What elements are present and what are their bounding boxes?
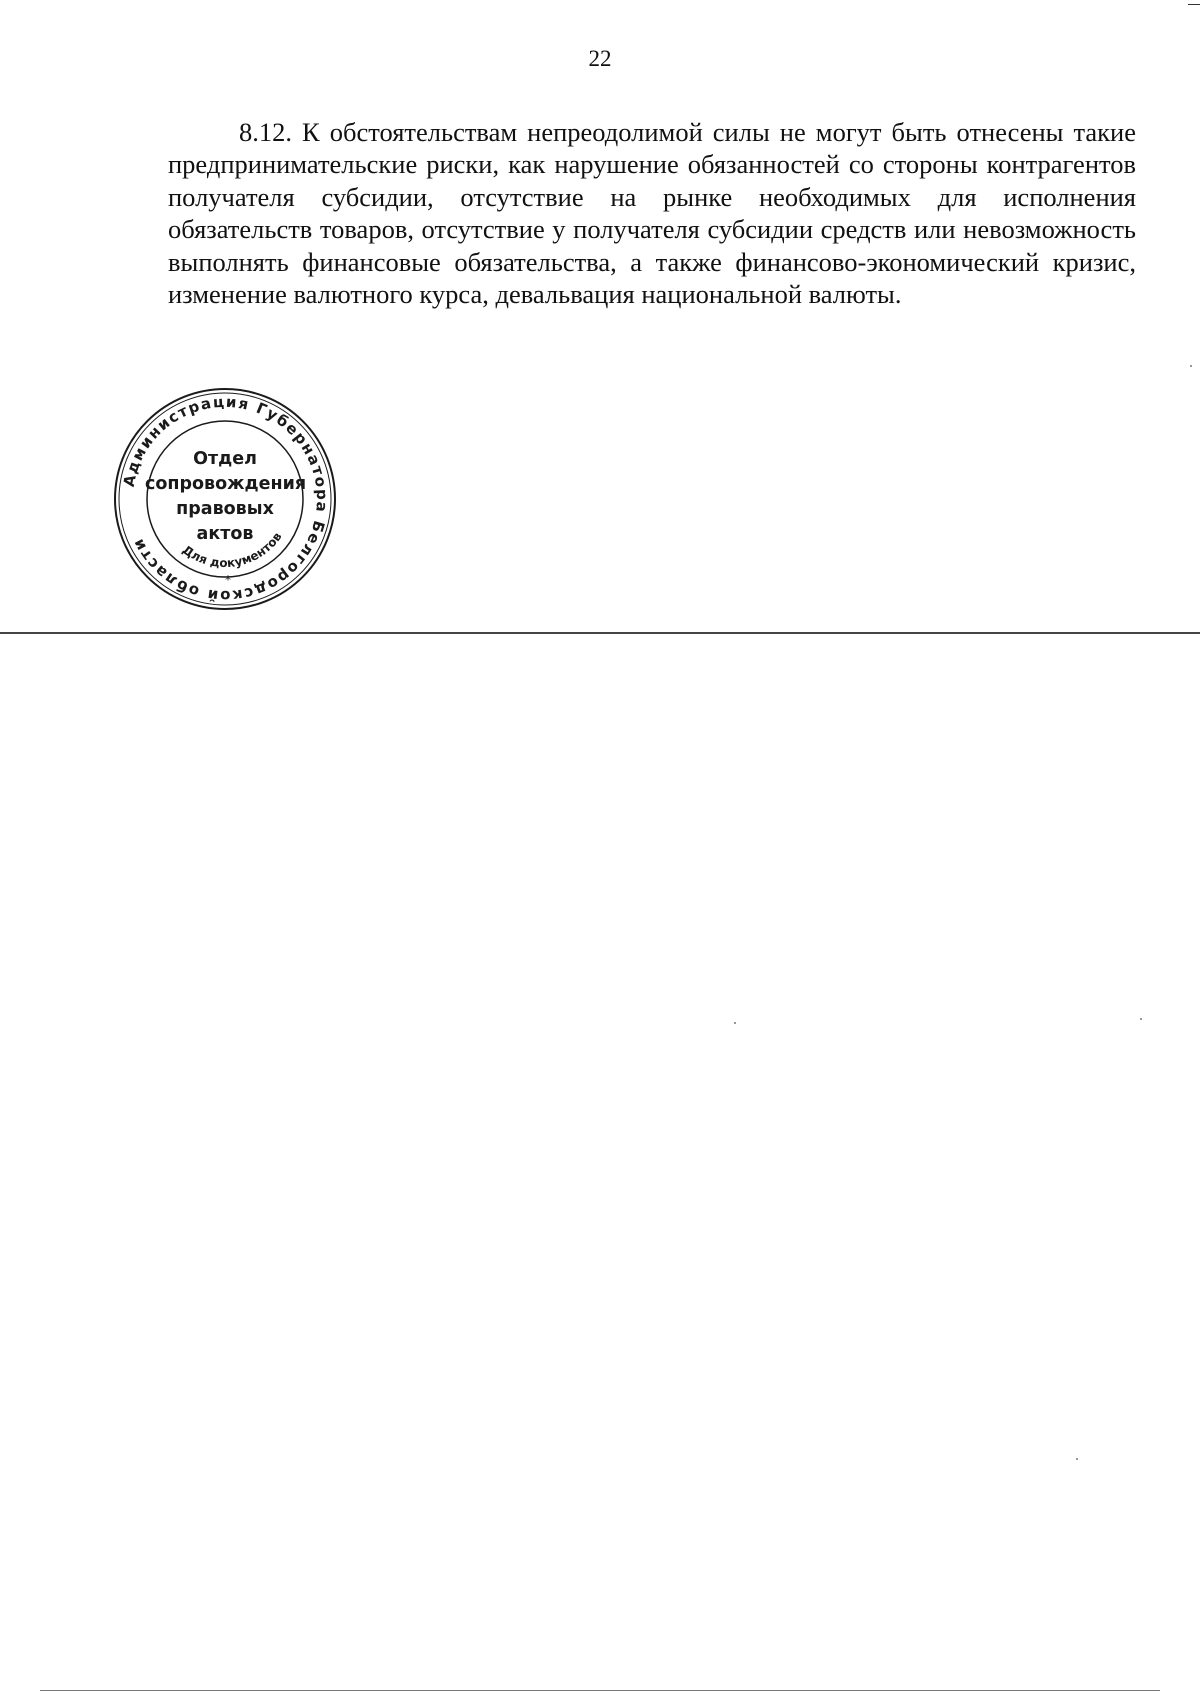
- scan-speck: [1140, 1018, 1142, 1020]
- page-number: 22: [588, 46, 612, 71]
- stamp-center-text: [145, 447, 305, 547]
- scan-speck: [734, 1022, 736, 1024]
- clause-8-12-paragraph: 8.12. К обстоятельствам непреодолимой силы не могут быть отнесены такие предпринимательские риски, как нарушение обязанностей со стороны контрагентов получателя субсидии, отсутствие на рынке необходимых для исполнения обязательств товаров, отсутствие у получателя субсидии средств или невозможность выполнять финансовые обязательства, а также финансово-экономический кризис, изменение валютного курса, девальвация национальной валюты.: [168, 117, 1136, 310]
- horizontal-divider: [0, 632, 1200, 634]
- scan-speck: [1076, 1458, 1078, 1460]
- stamp-inner-text: Для документов: [179, 529, 285, 571]
- stamp-star-mark: *: [225, 573, 231, 587]
- stamp-line-2: сопровождения: [145, 474, 307, 494]
- official-stamp: [110, 384, 340, 614]
- bottom-edge-line: [40, 1690, 1160, 1691]
- stamp-outer-text: Администрация Губернатора Белгородской области: [119, 392, 332, 606]
- stamp-line-1: Отдел: [193, 449, 257, 469]
- scan-speck: [1190, 365, 1192, 367]
- stamp-line-4: актов: [196, 524, 254, 544]
- scan-corner-mark: [1188, 0, 1200, 5]
- stamp-line-3: правовых: [176, 499, 274, 519]
